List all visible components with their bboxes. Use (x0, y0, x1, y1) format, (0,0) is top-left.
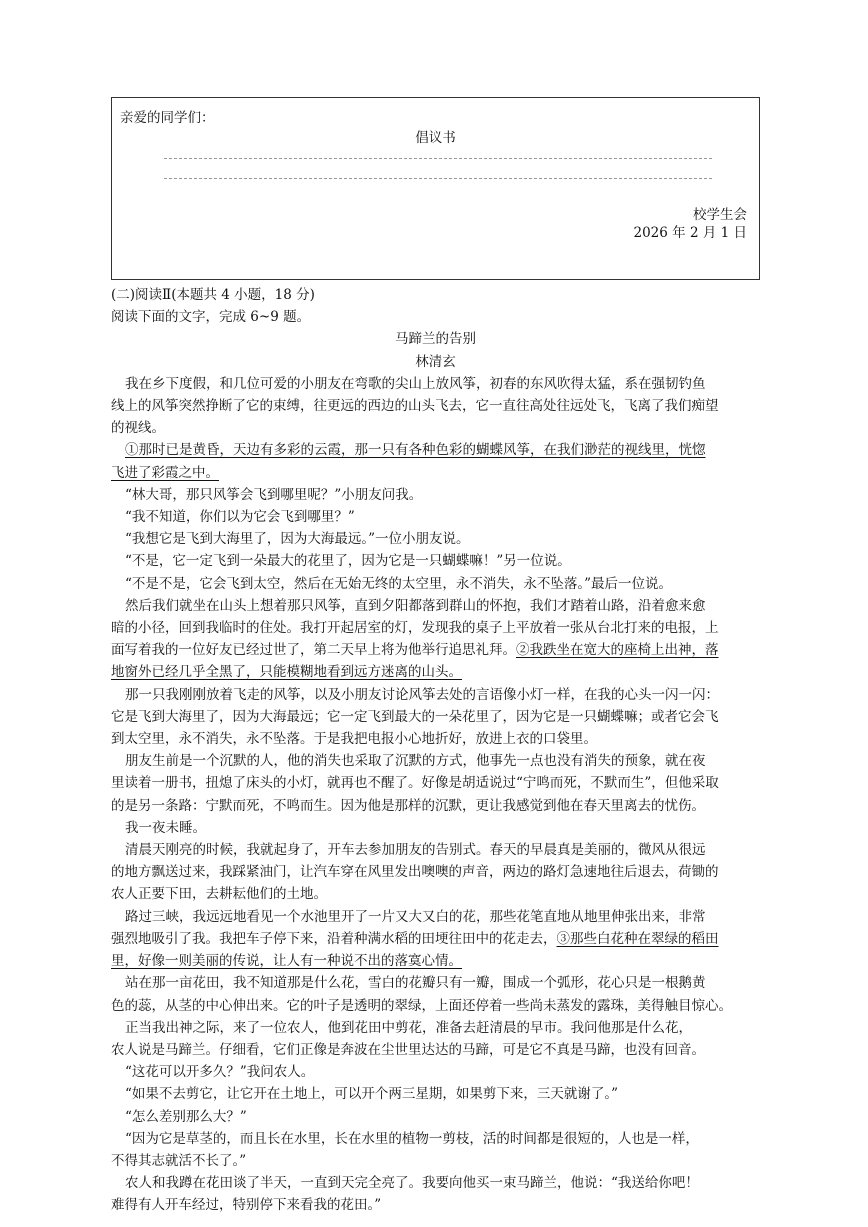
dialogue-line: “不是，它一定飞到一朵最大的花里了，因为它是一只蝴蝶嘛！”另一位说。 (125, 553, 571, 570)
underlined-sentence-3: ③那些白花种在翠绿的稻田 (556, 930, 719, 947)
paragraph-line: 我一夜未睡。 (125, 819, 206, 836)
answer-line (164, 178, 712, 179)
section-instruction: 阅读下面的文字，完成 6~9 题。 (111, 309, 311, 326)
dialogue-line: “怎么差别那么大？” (125, 1108, 247, 1125)
paragraph-line: 正当我出神之际，来了一位农人，他到花田中剪花，准备去赶清晨的早市。我问他那是什么花， (125, 1019, 692, 1036)
paragraph-line: 然后我们就坐在山头上想着那只风筝，直到夕阳都落到群山的怀抱，我们才踏着山路，沿着愈来愈 (125, 597, 706, 614)
paragraph-line: 的视线。 (111, 420, 165, 437)
paragraph-line: 面写着我的一位好友已经过世了，第二天早上将为他举行追思礼拜。②我跌坐在宽大的座椅上出神，落 (111, 642, 719, 659)
dialogue-line: “因为它是草茎的，而且长在水里，长在水里的植物一剪枝，活的时间都是很短的，人也是一样， (125, 1130, 699, 1147)
paragraph-line: 里读着一册书，扭熄了床头的小灯，就再也不醒了。好像是胡适说过“宁鸣而死，不默而生”，但他采取 (111, 775, 719, 792)
paragraph-line: 农人正要下田，去耕耘他们的土地。 (111, 886, 327, 903)
dialogue-line: “不是不是，它会飞到太空，然后在无始无终的太空里，永不消失，永不坠落。”最后一位说。 (125, 575, 673, 592)
dialogue-line: “我想它是飞到大海里了，因为大海最远。”一位小朋友说。 (125, 531, 470, 548)
underlined-sentence-2: 地窗外已经几乎全黑了，只能模糊地看到远方迷离的山头。 (111, 664, 462, 681)
underlined-sentence-1: 飞进了彩霞之中。 (111, 464, 219, 481)
underlined-sentence-2: ②我跌坐在宽大的座椅上出神，落 (516, 642, 719, 659)
paragraph-line: 到太空里，永不消失，永不坠落。于是我把电报小心地折好，放进上衣的口袋里。 (111, 731, 597, 748)
paragraph-line: 我在乡下度假，和几位可爱的小朋友在弯歌的尖山上放风筝，初春的东风吹得太猛，系在强韧钓鱼 (125, 375, 706, 392)
paragraph-line: 清晨天刚亮的时候，我就起身了，开车去参加朋友的告别式。春天的早晨真是美丽的，微风从很远 (125, 842, 706, 859)
paragraph-line: 路过三峡，我远远地看见一个水池里开了一片又大又白的花，那些花笔直地从地里伸张出来，非常 (125, 908, 706, 925)
section-header: (二)阅读Ⅱ(本题共 4 小题，18 分) (111, 287, 315, 303)
paragraph-line: 色的蕊，从茎的中心伸出来。它的叶子是透明的翠绿，上面还停着一些尚未蒸发的露珠，美得触目惊心。 (111, 997, 732, 1014)
article-title: 马蹄兰的告别 (395, 331, 476, 348)
paragraph-line: 它是飞到大海里了，因为大海最远；它一定飞到最大的一朵花里了，因为它是一只蝴蝶嘛；或者它会飞 (111, 708, 719, 725)
paragraph-line: 那一只我刚刚放着飞走的风筝，以及小朋友讨论风筝去处的言语像小灯一样，在我的心头一闪一闪： (125, 686, 719, 703)
dialogue-line: “林大哥，那只风筝会飞到哪里呢？”小朋友问我。 (125, 486, 423, 503)
dialogue-line: “如果不去剪它，让它开在土地上，可以开个两三星期，如果剪下来，三天就谢了。” (125, 1086, 619, 1103)
paragraph-line: 站在那一亩花田，我不知道那是什么花，雪白的花瓣只有一瓣，围成一个弧形，花心只是一根鹅黄 (125, 975, 706, 992)
paragraph-line: 的地方飘送过来，我踩紧油门，让汽车穿在风里发出噢噢的声音，两边的路灯急速地往后退去，荷锄的 (111, 864, 719, 881)
proposal-signer: 校学生会 (693, 207, 747, 223)
answer-line (164, 158, 712, 159)
paragraph-line: 农人说是马蹄兰。仔细看，它们正像是奔波在尘世里达达的马蹄，可是它不真是马蹄，也没有回音。 (111, 1041, 705, 1058)
dialogue-line: “我不知道，你们以为它会飞到哪里？” (125, 509, 355, 526)
underlined-sentence-1: ①那时已是黄昏，天边有多彩的云霞，那一只有各种色彩的蝴蝶风筝，在我们渺茫的视线里，恍惚 (125, 442, 706, 459)
proposal-title: 倡议书 (415, 130, 456, 146)
paragraph-line: 朋友生前是一个沉默的人，他的消失也采取了沉默的方式，他事先一点也没有消失的预象，就在夜 (125, 753, 706, 770)
underlined-sentence-3: 里，好像一则美丽的传说，让人有一种说不出的落寞心情。 (111, 953, 462, 970)
dialogue-line: “这花可以开多久？”我问农人。 (125, 1064, 315, 1081)
article-author: 林清玄 (415, 353, 456, 370)
dialogue-line: 不得其志就活不长了。” (111, 1152, 247, 1169)
proposal-box (111, 97, 760, 280)
paragraph-line: 农人和我蹲在花田谈了半天，一直到天完全亮了。我要向他买一束马蹄兰，他说：“我送给你吧！ (125, 1175, 699, 1192)
reading-section (111, 284, 760, 1217)
paragraph-line: 难得有人开车经过，特别停下来看我的花田。” (111, 1197, 382, 1214)
proposal-date: 2026 年 2 月 1 日 (633, 225, 747, 241)
paragraph-line: 暗的小径，回到我临时的住处。我打开起居室的灯，发现我的桌子上平放着一张从台北打来的电报，上 (111, 620, 719, 637)
paragraph-line: 强烈地吸引了我。我把车子停下来，沿着种满水稻的田埂往田中的花走去，③那些白花种在翠绿的稻田 (111, 930, 719, 947)
proposal-greeting: 亲爱的同学们： (120, 110, 215, 126)
paragraph-line: 线上的风筝突然挣断了它的束缚，往更远的西边的山头飞去，它一直往高处往远处飞，飞离了我们痴望 (111, 398, 719, 415)
paragraph-line: 的是另一条路：宁默而死，不鸣而生。因为他是那样的沉默，更让我感觉到他在春天里离去的忧伤。 (111, 797, 705, 814)
